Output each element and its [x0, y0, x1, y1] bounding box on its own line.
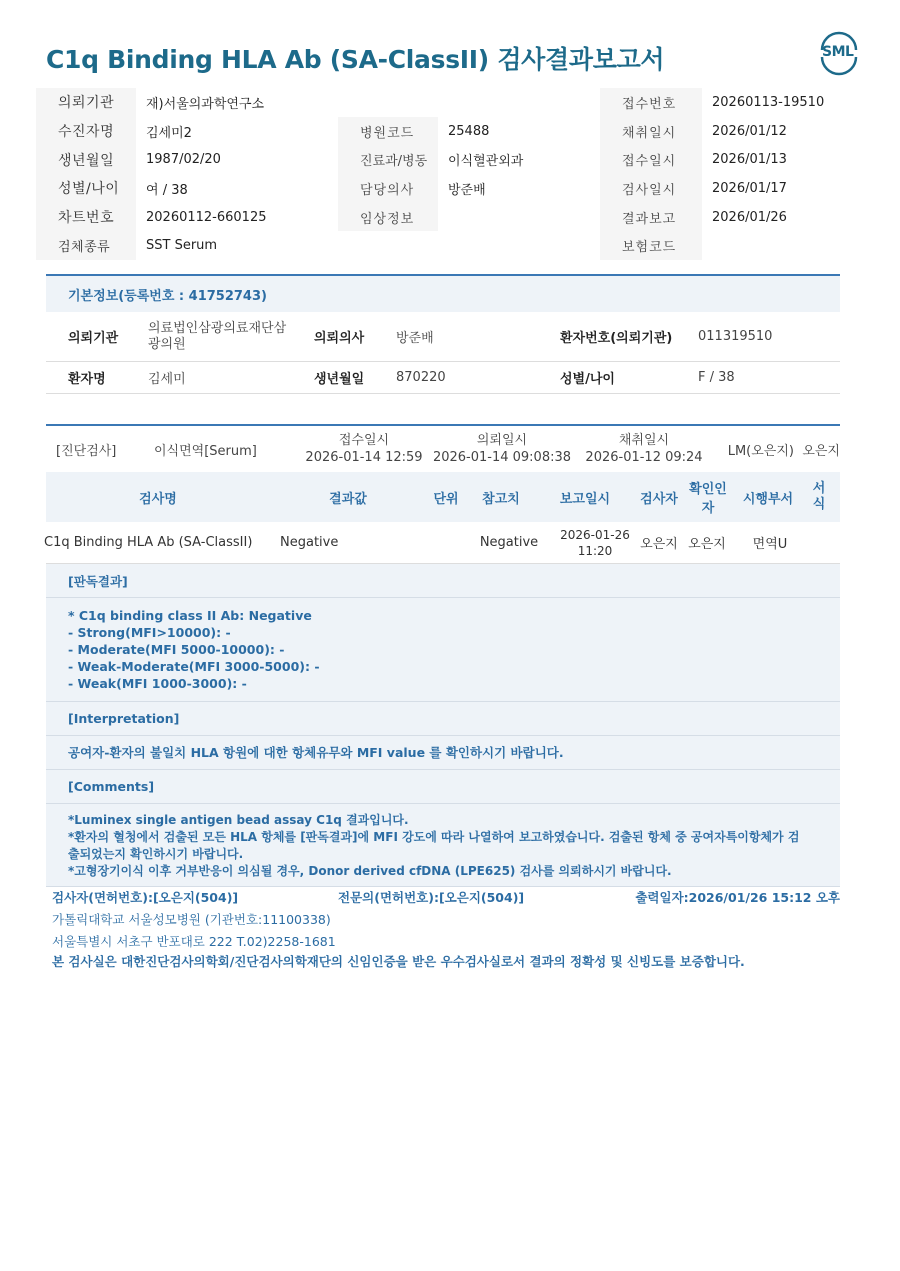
basic-label: 생년월일 [314, 372, 365, 387]
info-label: 접수번호 [600, 88, 702, 117]
comments-title: [Comments] [46, 770, 840, 804]
basic-info-row [46, 312, 840, 362]
cell-tester: 오은지 [640, 537, 678, 552]
footer-specialist: 전문의(면허번호):[오은지(504)] [338, 890, 525, 905]
basic-info-panel [46, 274, 840, 394]
info-value: 이식혈관외과 [448, 154, 524, 170]
info-label: 임상정보 [338, 203, 438, 232]
judgment-line: - Strong(MFI>10000): - [68, 625, 231, 640]
col-report: 보고일시 [559, 491, 611, 507]
info-label: 채취일시 [600, 117, 702, 146]
info-value [702, 231, 864, 260]
basic-value-line: 의료법인삼광의료재단삼 [148, 320, 287, 336]
collect-label: 채취일시 [618, 433, 670, 448]
basic-value-line: 광의원 [148, 336, 186, 352]
info-value: 방준배 [448, 182, 486, 198]
basic-value [148, 321, 314, 353]
basic-value: 011319510 [698, 329, 773, 344]
info-label: 보험코드 [600, 231, 702, 260]
basic-value: 김세미 [148, 372, 186, 387]
interpretation-body [46, 736, 840, 770]
info-value: 2026/01/13 [712, 152, 787, 168]
receipt-value: 2026-01-14 12:59 [305, 450, 423, 465]
col-tester: 검사자 [640, 491, 678, 507]
results-meta-row [46, 426, 840, 472]
col-dept: 시행부서 [742, 491, 794, 507]
col-checker: 확인인자 [689, 482, 727, 516]
info-label: 차트번호 [36, 203, 136, 232]
col-result: 결과값 [329, 491, 367, 507]
comment-line: *Luminex single antigen bead assay C1q 결과입니다. [68, 813, 409, 827]
info-label: 검체종류 [36, 231, 136, 260]
judgment-line: - Moderate(MFI 5000-10000): - [68, 642, 285, 657]
info-label: 검사일시 [600, 174, 702, 203]
info-value: 20260112-660125 [146, 209, 267, 225]
lm-label: LM(오은지) [727, 443, 794, 459]
info-value: 2026/01/12 [712, 123, 787, 139]
footer-certification: 본 검사실은 대한진단검사의학회/진단검사의학재단의 신임인증을 받은 우수검사실로서 결과의 정확성 및 신빙도를 보증합니다. [52, 954, 745, 969]
info-value: 여 / 38 [146, 182, 188, 198]
basic-value: 870220 [396, 370, 446, 385]
comment-line: *고형장기이식 이후 거부반응이 의심될 경우, Donor derived cfDNA (LPE625) 검사를 의뢰하시기 바랍니다. [68, 864, 672, 878]
judgment-line: * C1q binding class II Ab: Negative [68, 608, 312, 623]
info-value: 2026/01/26 [712, 209, 787, 225]
info-label: 의뢰기관 [36, 88, 136, 117]
receipt-datetime [296, 432, 432, 466]
info-label: 생년월일 [36, 145, 136, 174]
request-value: 2026-01-14 09:08:38 [432, 450, 572, 465]
lm-name: 오은지 [802, 443, 840, 459]
info-row [36, 174, 864, 203]
info-label: 결과보고 [600, 203, 702, 232]
col-form-a: 서 [812, 481, 826, 496]
col-form [804, 481, 834, 513]
cell-report-date: 2026-01-26 [560, 527, 630, 542]
info-value [438, 203, 600, 232]
info-label: 성별/나이 [36, 174, 136, 203]
col-form-b: 식 [812, 497, 826, 512]
info-value: 1987/02/20 [146, 152, 221, 168]
judgment-line: - Weak(MFI 1000-3000): - [68, 676, 247, 691]
judgment-body [46, 598, 840, 702]
table-row [46, 522, 840, 564]
info-row [36, 88, 864, 117]
cell-report [554, 527, 636, 559]
request-datetime [432, 432, 572, 466]
info-row [36, 231, 864, 260]
collect-value: 2026-01-12 09:24 [585, 450, 703, 465]
info-value: 재)서울의과학연구소 [146, 96, 265, 112]
footer-hospital: 가톨릭대학교 서울성모병원 (기관번호:11100338) [52, 912, 331, 927]
comment-line: *환자의 혈청에서 검출된 모든 HLA 항체를 [판독결과]에 MFI 강도에 따라 나열하여 보고하였습니다. 검출된 항체 중 공여자특이항체가 검 [68, 830, 800, 844]
info-label: 담당의사 [338, 174, 438, 203]
info-row [36, 145, 864, 174]
cell-checker: 오은지 [688, 537, 726, 552]
basic-label: 의뢰의사 [314, 331, 365, 346]
results-category: [진단검사] [56, 443, 117, 459]
comments-body [46, 804, 840, 887]
cell-result: Negative [280, 535, 339, 550]
cell-report-time: 11:20 [577, 543, 613, 558]
basic-value: F / 38 [698, 370, 735, 385]
info-value: 20260113-19510 [712, 94, 825, 110]
footer-print-time: 출력일자:2026/01/26 15:12 오후 [635, 890, 840, 905]
info-grid [36, 88, 864, 260]
info-label: 진료과/병동 [338, 145, 438, 174]
comment-line: 출되었는지 확인하시기 바랍니다. [68, 847, 244, 861]
basic-value: 방준배 [396, 331, 434, 346]
footer-tester: 검사자(면허번호):[오은지(504)] [52, 890, 239, 905]
collect-datetime [572, 432, 716, 466]
basic-label: 성별/나이 [560, 372, 615, 387]
judgment-title: [판독결과] [46, 564, 840, 598]
receipt-label: 접수일시 [338, 433, 390, 448]
col-ref: 참고치 [482, 491, 520, 507]
info-label: 병원코드 [338, 117, 438, 146]
info-row [36, 117, 864, 146]
cell-ref: Negative [479, 535, 539, 550]
basic-info-row [46, 362, 840, 394]
results-specimen: 이식면역[Serum] [154, 443, 257, 459]
footer-address: 서울특별시 서초구 반포대로 222 T.02)2258-1681 [52, 934, 336, 949]
basic-label: 환자번호(의뢰기관) [560, 331, 673, 346]
cell-dept: 면역U [752, 537, 788, 552]
col-unit: 단위 [433, 491, 459, 507]
interpretation-title: [Interpretation] [46, 702, 840, 736]
info-label: 수진자명 [36, 117, 136, 146]
request-label: 의뢰일시 [476, 433, 528, 448]
cell-test: C1q Binding HLA Ab (SA-ClassII) [44, 535, 253, 550]
info-value: 25488 [448, 123, 490, 139]
basic-label: 의뢰기관 [68, 331, 119, 346]
info-value: 김세미2 [146, 125, 192, 141]
basic-info-heading: 기본정보(등록번호 : 41752743) [46, 276, 840, 312]
info-value: 2026/01/17 [712, 180, 787, 196]
interpretation-text: 공여자-환자의 불일치 HLA 항원에 대한 항체유무와 MFI value 를 확인하시기 바랍니다. [68, 745, 564, 760]
results-table-header [46, 472, 840, 522]
col-test: 검사명 [139, 491, 177, 507]
basic-label: 환자명 [68, 372, 106, 387]
sml-logo-text: SML [822, 44, 854, 60]
info-value: SST Serum [146, 238, 218, 254]
info-label: 접수일시 [600, 145, 702, 174]
results-panel [46, 424, 840, 887]
report-title: C1q Binding HLA Ab (SA-ClassII) 검사결과보고서 [46, 45, 665, 74]
info-row [36, 203, 864, 232]
judgment-line: - Weak-Moderate(MFI 3000-5000): - [68, 659, 320, 674]
